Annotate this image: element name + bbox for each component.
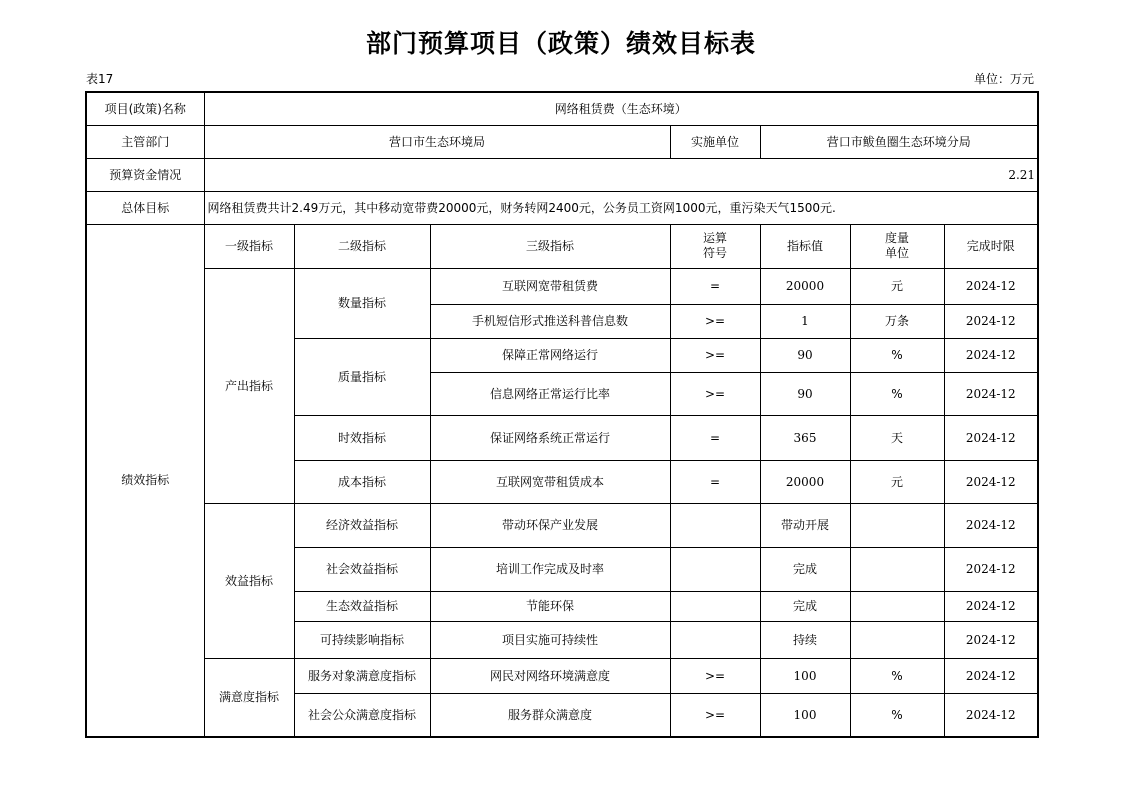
unit-label: 单位：万元 bbox=[973, 72, 1034, 86]
l3-cell: 节能环保 bbox=[430, 591, 670, 621]
header-deadline: 完成时限 bbox=[944, 224, 1038, 268]
deadline-cell: 2024-12 bbox=[944, 304, 1038, 338]
unit-cell: % bbox=[850, 693, 944, 737]
unit-cell: 元 bbox=[850, 268, 944, 304]
subgroup-public-sat: 社会公众满意度指标 bbox=[294, 693, 430, 737]
group-output: 产出指标 bbox=[204, 268, 294, 503]
val-cell: 100 bbox=[760, 693, 850, 737]
unit-cell bbox=[850, 503, 944, 547]
budget-row bbox=[86, 158, 1038, 191]
deadline-cell: 2024-12 bbox=[944, 658, 1038, 693]
page-title: 部门预算项目（政策）绩效目标表 bbox=[365, 29, 756, 58]
deadline-cell: 2024-12 bbox=[944, 621, 1038, 658]
l3-cell: 互联网宽带租赁费 bbox=[430, 268, 670, 304]
unit-cell: 天 bbox=[850, 415, 944, 460]
l3-cell: 项目实施可持续性 bbox=[430, 621, 670, 658]
subgroup-cost: 成本指标 bbox=[294, 460, 430, 503]
val-cell: 完成 bbox=[760, 547, 850, 591]
table-row bbox=[86, 658, 1038, 693]
unit-cell bbox=[850, 547, 944, 591]
header-l1: 一级指标 bbox=[204, 224, 294, 268]
header-row bbox=[86, 224, 1038, 268]
l3-cell: 培训工作完成及时率 bbox=[430, 547, 670, 591]
budget-label: 预算资金情况 bbox=[86, 158, 204, 191]
l3-cell: 手机短信形式推送科普信息数 bbox=[430, 304, 670, 338]
goal-row bbox=[86, 191, 1038, 224]
goal-value: 网络租赁费共计2.49万元，其中移动宽带费20000元，财务转网2400元，公务员工资网1000元，重污染天气1500元. bbox=[204, 191, 1038, 224]
header-val: 指标值 bbox=[760, 224, 850, 268]
impl-label: 实施单位 bbox=[670, 125, 760, 158]
header-unit-line2: 单位 bbox=[884, 246, 909, 260]
deadline-cell: 2024-12 bbox=[944, 338, 1038, 372]
dept-row bbox=[86, 125, 1038, 158]
l3-cell: 信息网络正常运行比率 bbox=[430, 372, 670, 415]
val-cell: 20000 bbox=[760, 460, 850, 503]
unit-cell: % bbox=[850, 658, 944, 693]
op-cell: >= bbox=[670, 693, 760, 737]
op-cell: = bbox=[670, 415, 760, 460]
table-row bbox=[86, 268, 1038, 304]
op-cell: >= bbox=[670, 372, 760, 415]
l3-cell: 保障正常网络运行 bbox=[430, 338, 670, 372]
val-cell: 20000 bbox=[760, 268, 850, 304]
deadline-cell: 2024-12 bbox=[944, 547, 1038, 591]
val-cell: 完成 bbox=[760, 591, 850, 621]
group-benefit: 效益指标 bbox=[204, 503, 294, 658]
project-label: 项目(政策)名称 bbox=[86, 92, 204, 125]
op-cell bbox=[670, 503, 760, 547]
unit-cell: 万条 bbox=[850, 304, 944, 338]
val-cell: 100 bbox=[760, 658, 850, 693]
impl-value: 营口市鲅鱼圈生态环境分局 bbox=[760, 125, 1038, 158]
deadline-cell: 2024-12 bbox=[944, 460, 1038, 503]
op-cell bbox=[670, 591, 760, 621]
subgroup-sustainable: 可持续影响指标 bbox=[294, 621, 430, 658]
table-row bbox=[86, 503, 1038, 547]
unit-cell: % bbox=[850, 338, 944, 372]
deadline-cell: 2024-12 bbox=[944, 503, 1038, 547]
subgroup-service-sat: 服务对象满意度指标 bbox=[294, 658, 430, 693]
performance-table bbox=[85, 91, 1039, 738]
unit-cell: 元 bbox=[850, 460, 944, 503]
header-l2: 二级指标 bbox=[294, 224, 430, 268]
goal-label: 总体目标 bbox=[86, 191, 204, 224]
perf-label: 绩效指标 bbox=[86, 224, 204, 737]
budget-value: 2.21 bbox=[204, 158, 1038, 191]
header-op bbox=[670, 224, 760, 268]
unit-cell: % bbox=[850, 372, 944, 415]
header-op-line1: 运算 bbox=[702, 231, 727, 245]
val-cell: 365 bbox=[760, 415, 850, 460]
l3-cell: 保证网络系统正常运行 bbox=[430, 415, 670, 460]
op-cell: = bbox=[670, 460, 760, 503]
subgroup-quantity: 数量指标 bbox=[294, 268, 430, 338]
deadline-cell: 2024-12 bbox=[944, 591, 1038, 621]
unit-cell bbox=[850, 591, 944, 621]
subgroup-economic: 经济效益指标 bbox=[294, 503, 430, 547]
deadline-cell: 2024-12 bbox=[944, 268, 1038, 304]
subgroup-social: 社会效益指标 bbox=[294, 547, 430, 591]
op-cell: >= bbox=[670, 658, 760, 693]
op-cell: >= bbox=[670, 338, 760, 372]
subgroup-quality: 质量指标 bbox=[294, 338, 430, 415]
header-op-line2: 符号 bbox=[702, 246, 727, 260]
l3-cell: 服务群众满意度 bbox=[430, 693, 670, 737]
dept-value: 营口市生态环境局 bbox=[204, 125, 670, 158]
subgroup-ecological: 生态效益指标 bbox=[294, 591, 430, 621]
val-cell: 带动开展 bbox=[760, 503, 850, 547]
l3-cell: 网民对网络环境满意度 bbox=[430, 658, 670, 693]
l3-cell: 带动环保产业发展 bbox=[430, 503, 670, 547]
val-cell: 90 bbox=[760, 338, 850, 372]
val-cell: 1 bbox=[760, 304, 850, 338]
header-unit bbox=[850, 224, 944, 268]
project-row bbox=[86, 92, 1038, 125]
unit-cell bbox=[850, 621, 944, 658]
deadline-cell: 2024-12 bbox=[944, 372, 1038, 415]
subgroup-timeliness: 时效指标 bbox=[294, 415, 430, 460]
op-cell bbox=[670, 547, 760, 591]
deadline-cell: 2024-12 bbox=[944, 415, 1038, 460]
group-satisfaction: 满意度指标 bbox=[204, 658, 294, 737]
header-unit-line1: 度量 bbox=[884, 231, 909, 245]
dept-label: 主管部门 bbox=[86, 125, 204, 158]
table-number: 表17 bbox=[86, 72, 114, 86]
val-cell: 90 bbox=[760, 372, 850, 415]
op-cell: = bbox=[670, 268, 760, 304]
deadline-cell: 2024-12 bbox=[944, 693, 1038, 737]
op-cell: >= bbox=[670, 304, 760, 338]
header-l3: 三级指标 bbox=[430, 224, 670, 268]
val-cell: 持续 bbox=[760, 621, 850, 658]
project-value: 网络租赁费（生态环境） bbox=[204, 92, 1038, 125]
l3-cell: 互联网宽带租赁成本 bbox=[430, 460, 670, 503]
op-cell bbox=[670, 621, 760, 658]
